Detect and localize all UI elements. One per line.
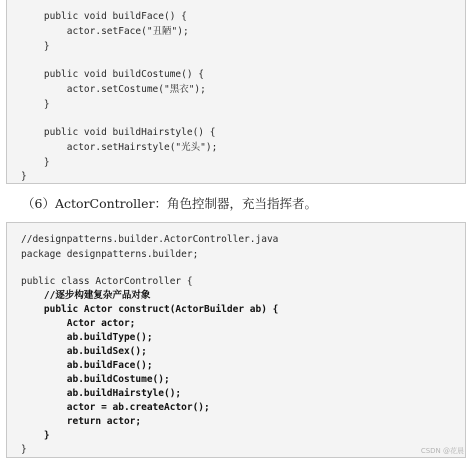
- code-line: public void buildCostume() {: [21, 69, 205, 80]
- code-line: ab.buildHairstyle();: [21, 388, 182, 399]
- code-line: actor.setFace("丑陋");: [21, 26, 189, 37]
- code-line: public void buildHairstyle() {: [21, 127, 216, 138]
- code-line: }: [21, 444, 27, 455]
- code-line: }: [21, 99, 50, 110]
- code-line: public void buildFace() {: [21, 11, 187, 22]
- code-line: ab.buildSex();: [21, 346, 147, 357]
- code-block-actor-controller: [6, 222, 466, 458]
- code-line: actor.setHairstyle("光头");: [21, 142, 218, 153]
- code-line: }: [21, 41, 50, 52]
- code-line: actor.setCostume("黑衣");: [21, 84, 206, 95]
- code-line: }: [21, 171, 27, 182]
- code-line: ab.buildType();: [21, 332, 153, 343]
- code-line: }: [21, 430, 50, 441]
- code-line: //designpatterns.builder.ActorController.java: [21, 234, 279, 245]
- code-line: actor = ab.createActor();: [21, 402, 210, 413]
- code-line: public class ActorController {: [21, 276, 193, 287]
- code-line: public Actor construct(ActorBuilder ab) {: [21, 304, 279, 315]
- code-line: ab.buildCostume();: [21, 374, 170, 385]
- code-line: //逐步构建复杂产品对象: [21, 290, 151, 301]
- code-line: Actor actor;: [21, 318, 136, 329]
- paragraph-actor-controller: （6）ActorController：角色控制器，充当指挥者。: [22, 196, 318, 211]
- code-line: package designpatterns.builder;: [21, 249, 199, 260]
- watermark: CSDN @花晨: [420, 447, 464, 455]
- code-block-face-costume-hairstyle: [6, 0, 466, 184]
- code-line: ab.buildFace();: [21, 360, 153, 371]
- code-line: }: [21, 157, 50, 168]
- code-line: return actor;: [21, 416, 142, 427]
